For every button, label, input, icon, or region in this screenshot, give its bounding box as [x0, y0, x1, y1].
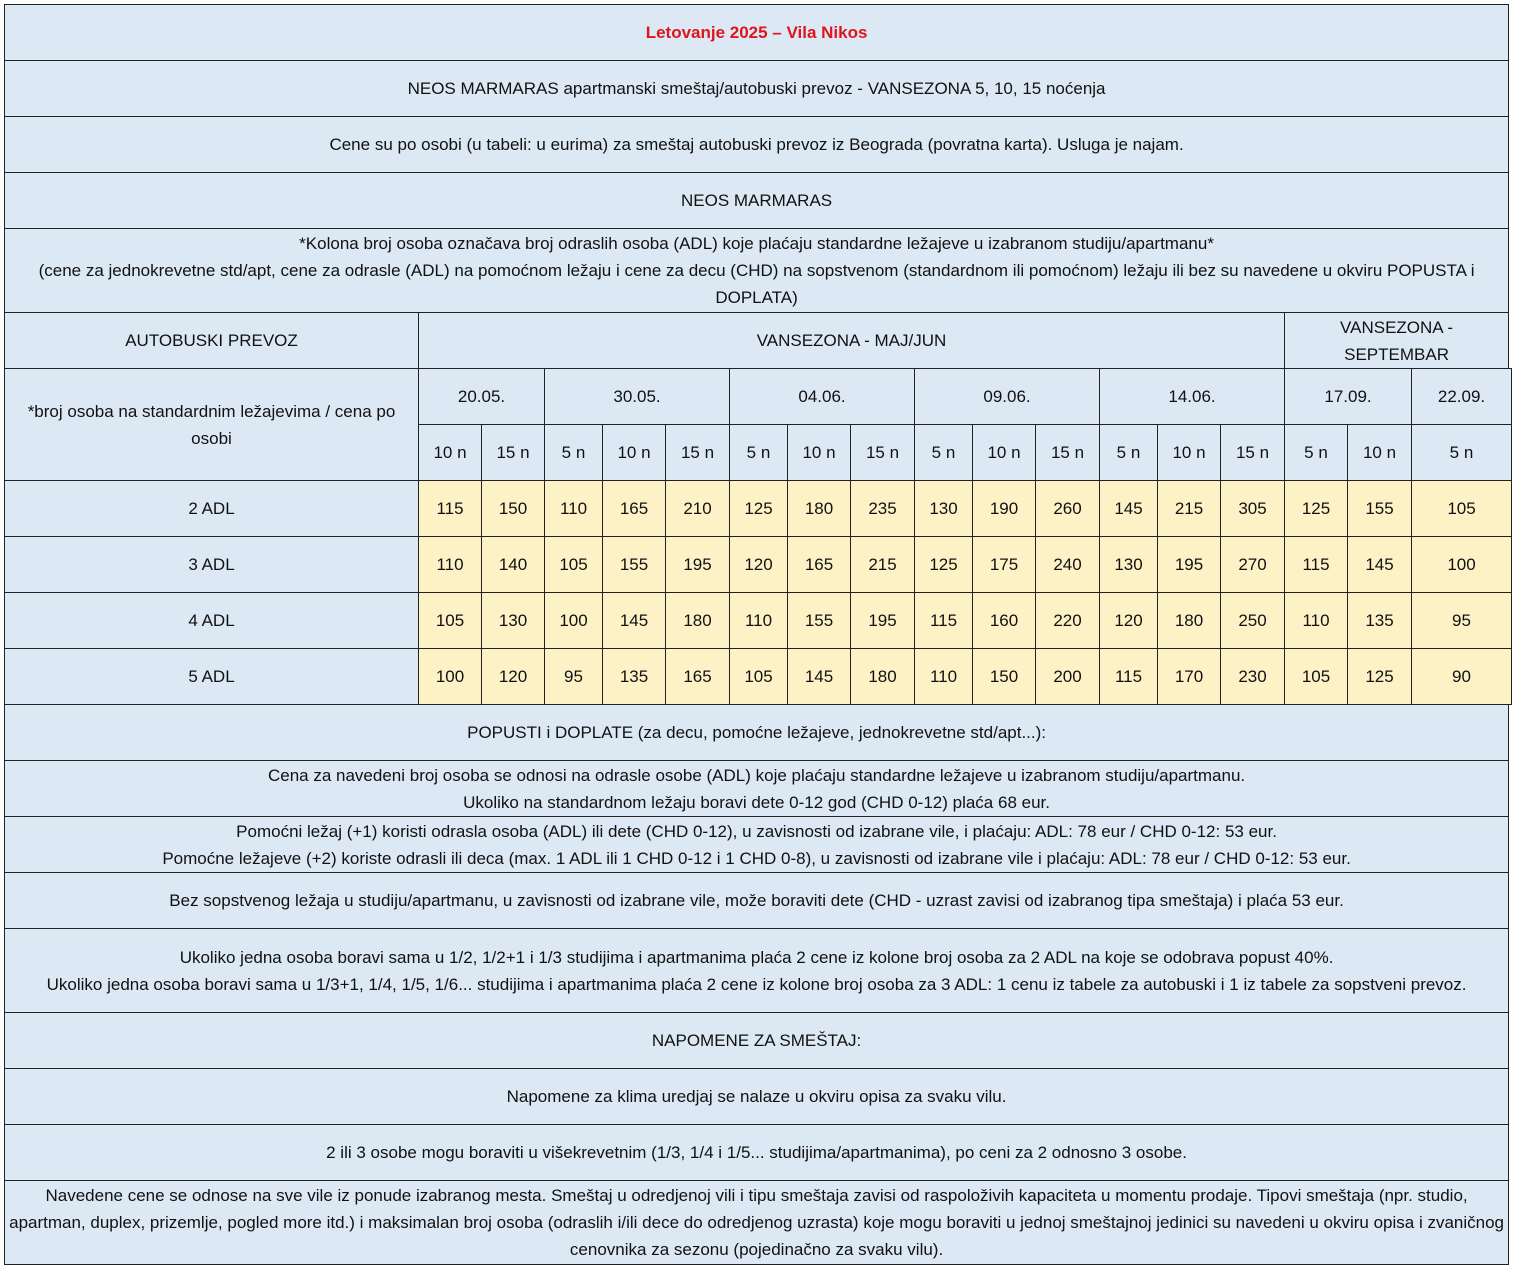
nights-header: 10 n: [419, 425, 482, 481]
price-cell: 105: [1285, 649, 1348, 705]
price-cell: 145: [1348, 537, 1412, 593]
price-cell: 100: [419, 649, 482, 705]
nights-header: 5 n: [730, 425, 788, 481]
price-cell: 175: [973, 537, 1036, 593]
row-header-label: *broj osoba na standardnim ležajevima / cena po osobi: [5, 369, 419, 481]
price-cell: 120: [482, 649, 545, 705]
nights-header: 15 n: [1221, 425, 1285, 481]
price-cell: 125: [1348, 649, 1412, 705]
price-cell: 125: [915, 537, 973, 593]
discount-line: Pomoćne ležajeve (+2) koriste odrasli ili deca (max. 1 ADL ili 1 CHD 0-12 i 1 CHD 0-8), u zavisnosti od izabrane vile i plaćaju: ADL: 78 eur / CHD 0-12: 53 eur.: [162, 848, 1351, 868]
price-cell: 105: [730, 649, 788, 705]
price-cell: 130: [1100, 537, 1158, 593]
table-row: [5, 481, 1512, 537]
season-header-maj-jun: VANSEZONA - MAJ/JUN: [419, 313, 1285, 369]
price-cell: 95: [1412, 593, 1512, 649]
date-header: 30.05.: [545, 369, 730, 425]
column-note-line: *Kolona broj osoba označava broj odraslih osoba (ADL) koje plaćaju standardne ležajeve u izabranom studiju/apartmanu*: [299, 234, 1214, 253]
table-row: [5, 593, 1512, 649]
note-item: 2 ili 3 osobe mogu boraviti u višekrevetnim (1/3, 1/4 i 1/5... studijima/apartmanima), po ceni za 2 odnosno 3 osobe.: [5, 1125, 1509, 1181]
note-item: Navedene cene se odnose na sve vile iz ponude izabranog mesta. Smeštaj u odredjenoj vili i tipu smeštaja zavisi od raspoloživih kapaciteta u momentu prodaje. Tipovi smeštaja (npr. studio, apartman, duplex, prizemlje, pogled more itd.) i maksimalan broj osoba (odraslih i/ili dece do odredjenog uzrasta) koje mogu boraviti u jednoj smeštajnoj jedinici su navedeni u okviru opisa i zvaničnog cenovnika za sezonu (pojedinačno za svaku vilu).: [5, 1181, 1509, 1265]
discount-line: Ukoliko na standardnom ležaju boravi dete 0-12 god (CHD 0-12) plaća 68 eur.: [463, 792, 1050, 812]
column-note: [5, 229, 1509, 313]
discount-line: Pomoćni ležaj (+1) koristi odrasla osoba (ADL) ili dete (CHD 0-12), u zavisnosti od izabrane vile, i plaćaju: ADL: 78 eur / CHD 0-12: 53 eur.: [236, 821, 1277, 841]
price-cell: 115: [419, 481, 482, 537]
nights-header: 10 n: [1158, 425, 1221, 481]
discount-line: Bez sopstvenog ležaja u studiju/apartmanu, u zavisnosti od izabrane vile, može boraviti dete (CHD - uzrast zavisi od izabranog tipa smeštaja) i plaća 53 eur.: [169, 891, 1344, 910]
nights-header: 5 n: [1412, 425, 1512, 481]
price-list: [4, 4, 1512, 1265]
price-cell: 215: [851, 537, 915, 593]
table-row: [5, 649, 1512, 705]
price-cell: 140: [482, 537, 545, 593]
discount-line: Cena za navedeni broj osoba se odnosi na odrasle osobe (ADL) koje plaćaju standardne ležajeve u izabranom studiju/apartmanu.: [267, 765, 1246, 785]
price-cell: 105: [419, 593, 482, 649]
row-label: 4 ADL: [5, 593, 419, 649]
price-cell: 125: [730, 481, 788, 537]
price-cell: 100: [545, 593, 603, 649]
notes-heading: NAPOMENE ZA SMEŠTAJ:: [5, 1013, 1509, 1069]
price-cell: 115: [915, 593, 973, 649]
nights-header: 15 n: [851, 425, 915, 481]
discount-item: [5, 873, 1509, 929]
price-cell: 110: [419, 537, 482, 593]
price-cell: 155: [1348, 481, 1412, 537]
date-header: 22.09.: [1412, 369, 1512, 425]
price-cell: 110: [730, 593, 788, 649]
price-cell: 150: [482, 481, 545, 537]
discount-line: Ukoliko jedna osoba boravi sama u 1/3+1, 1/4, 1/5, 1/6... studijima i apartmanima plaća 2 cene iz kolone broj osoba za 3 ADL: 1 cenu iz tabele za autobuski i 1 iz tabele za sopstveni prevoz.: [46, 974, 1467, 994]
price-cell: 145: [603, 593, 666, 649]
offer-subtitle: NEOS MARMARAS apartmanski smeštaj/autobuski prevoz - VANSEZONA 5, 10, 15 noćenja: [5, 61, 1509, 117]
price-cell: 90: [1412, 649, 1512, 705]
price-cell: 115: [1100, 649, 1158, 705]
nights-header: 10 n: [603, 425, 666, 481]
page-title: Letovanje 2025 – Vila Nikos: [5, 5, 1509, 61]
row-label: 3 ADL: [5, 537, 419, 593]
price-cell: 110: [1285, 593, 1348, 649]
column-note-line: (cene za jednokrevetne std/apt, cene za odrasle (ADL) na pomoćnom ležaju i cene za decu (CHD) na sopstvenom (standardnom ili pomoćnom) ležaju ili bez su navedene u okviru POPUSTA i DOPLATA): [38, 261, 1475, 307]
price-cell: 165: [788, 537, 851, 593]
date-header: 14.06.: [1100, 369, 1285, 425]
price-cell: 150: [973, 649, 1036, 705]
note-item: Napomene za klima uredjaj se nalaze u okviru opisa za svaku vilu.: [5, 1069, 1509, 1125]
price-cell: 135: [1348, 593, 1412, 649]
transport-label: AUTOBUSKI PREVOZ: [5, 313, 419, 369]
date-header: 04.06.: [730, 369, 915, 425]
price-cell: 115: [1285, 537, 1348, 593]
price-cell: 210: [666, 481, 730, 537]
price-cell: 180: [788, 481, 851, 537]
date-header: 09.06.: [915, 369, 1100, 425]
price-cell: 145: [788, 649, 851, 705]
nights-header: 15 n: [666, 425, 730, 481]
nights-header: 5 n: [545, 425, 603, 481]
price-cell: 145: [1100, 481, 1158, 537]
date-header: 20.05.: [419, 369, 545, 425]
price-cell: 165: [603, 481, 666, 537]
price-cell: 155: [788, 593, 851, 649]
price-cell: 180: [666, 593, 730, 649]
nights-header: 15 n: [482, 425, 545, 481]
price-cell: 110: [545, 481, 603, 537]
price-cell: 105: [545, 537, 603, 593]
price-cell: 230: [1221, 649, 1285, 705]
price-cell: 260: [1036, 481, 1100, 537]
nights-header: 10 n: [1348, 425, 1412, 481]
nights-header: 5 n: [1100, 425, 1158, 481]
discount-item: [5, 929, 1509, 1013]
price-cell: 155: [603, 537, 666, 593]
date-header: 17.09.: [1285, 369, 1412, 425]
nights-header: 10 n: [973, 425, 1036, 481]
nights-header: 5 n: [915, 425, 973, 481]
price-cell: 180: [1158, 593, 1221, 649]
price-cell: 105: [1412, 481, 1512, 537]
price-cell: 215: [1158, 481, 1221, 537]
price-cell: 235: [851, 481, 915, 537]
price-cell: 165: [666, 649, 730, 705]
discount-item: [5, 761, 1509, 817]
price-cell: 240: [1036, 537, 1100, 593]
price-cell: 135: [603, 649, 666, 705]
price-cell: 160: [973, 593, 1036, 649]
price-cell: 95: [545, 649, 603, 705]
price-cell: 270: [1221, 537, 1285, 593]
row-label: 2 ADL: [5, 481, 419, 537]
price-cell: 120: [730, 537, 788, 593]
table-row: [5, 537, 1512, 593]
price-cell: 170: [1158, 649, 1221, 705]
price-cell: 130: [915, 481, 973, 537]
price-note: Cene su po osobi (u tabeli: u eurima) za smeštaj autobuski prevoz iz Beograda (povratna karta). Usluga je najam.: [5, 117, 1509, 173]
discount-line: Ukoliko jedna osoba boravi sama u 1/2, 1/2+1 i 1/3 studijima i apartmanima plaća 2 cene iz kolone broj osoba za 2 ADL na koje se odobrava popust 40%.: [179, 947, 1334, 967]
price-cell: 195: [851, 593, 915, 649]
row-label: 5 ADL: [5, 649, 419, 705]
price-cell: 200: [1036, 649, 1100, 705]
price-cell: 195: [666, 537, 730, 593]
discount-item: [5, 817, 1509, 873]
price-cell: 125: [1285, 481, 1348, 537]
location-heading: NEOS MARMARAS: [5, 173, 1509, 229]
price-cell: 195: [1158, 537, 1221, 593]
price-cell: 190: [973, 481, 1036, 537]
nights-header: 15 n: [1036, 425, 1100, 481]
price-cell: 130: [482, 593, 545, 649]
price-table: [4, 4, 1512, 1265]
price-cell: 305: [1221, 481, 1285, 537]
nights-header: 5 n: [1285, 425, 1348, 481]
price-cell: 250: [1221, 593, 1285, 649]
price-cell: 120: [1100, 593, 1158, 649]
season-header-septembar: VANSEZONA - SEPTEMBAR: [1285, 313, 1509, 369]
price-cell: 100: [1412, 537, 1512, 593]
price-cell: 110: [915, 649, 973, 705]
discounts-heading: POPUSTI i DOPLATE (za decu, pomoćne ležajeve, jednokrevetne std/apt...):: [5, 705, 1509, 761]
nights-header: 10 n: [788, 425, 851, 481]
price-cell: 220: [1036, 593, 1100, 649]
price-cell: 180: [851, 649, 915, 705]
